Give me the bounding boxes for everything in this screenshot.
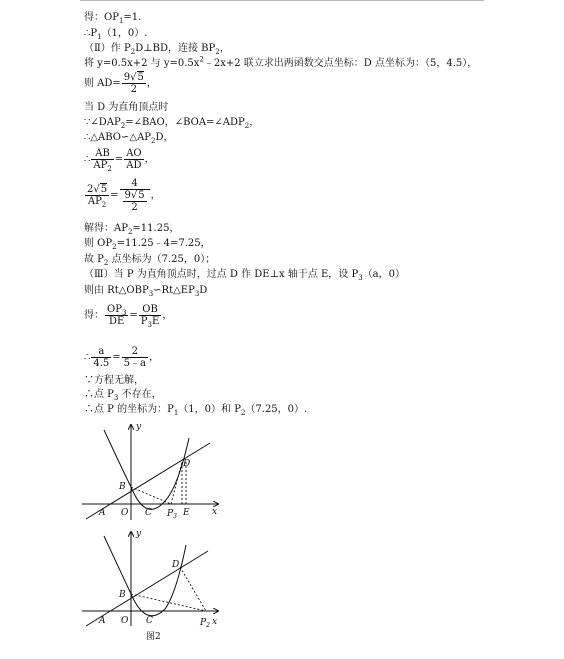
text: ∽Rt△EP — [153, 285, 195, 296]
label-p3 — [166, 509, 177, 520]
text: ， — [162, 310, 173, 321]
label-o: O — [121, 508, 129, 518]
text: （Ⅱ）作 P — [84, 43, 131, 54]
text: （a，0） — [362, 269, 406, 280]
text: 9 — [124, 190, 131, 201]
text: = — [110, 190, 119, 201]
sub: 2 — [151, 137, 156, 145]
text: D — [199, 285, 208, 296]
radicand: 5 — [138, 190, 145, 201]
sub: 3 — [358, 274, 363, 282]
sub: 2 — [112, 243, 117, 251]
sub: 2 — [215, 48, 220, 56]
label-b: B — [119, 482, 126, 492]
text: ， — [249, 117, 260, 128]
text: =∠BAO，∠BOA=∠ADP — [125, 117, 245, 128]
radicand: 5 — [100, 184, 108, 195]
label-p-sub-2: 2 — [206, 622, 210, 629]
text: = — [112, 352, 121, 363]
label-c-2: C — [146, 616, 153, 626]
text: ， — [144, 154, 155, 165]
text: D， — [155, 132, 174, 143]
label-c: C — [145, 508, 152, 518]
line-case-d: 当 D 为直角顶点时 — [84, 102, 169, 113]
num: a — [91, 346, 111, 358]
text: P — [140, 316, 148, 327]
radicand: 5 — [137, 72, 144, 83]
sub: 2 — [244, 122, 250, 130]
den: DE — [109, 316, 125, 327]
sub: 3 — [121, 309, 127, 317]
line-no-solution: ∵方程无解， — [84, 375, 144, 386]
text: 9 — [123, 72, 131, 83]
text: 则 AD= — [84, 78, 121, 89]
sub: 3 — [194, 290, 200, 298]
sub: 2 — [130, 48, 136, 56]
label-p-sub: 3 — [173, 513, 177, 520]
sub: 2 — [127, 228, 133, 236]
label-p-2: P — [200, 618, 207, 628]
label-y-2: y — [136, 529, 142, 539]
text: 得：OP — [84, 12, 119, 23]
parabola — [104, 430, 189, 509]
text: OP — [107, 304, 122, 315]
figure-1 — [82, 422, 218, 520]
text: ∴ — [84, 154, 91, 165]
label-b-2: B — [119, 590, 126, 600]
text: 故 P — [84, 254, 104, 265]
num: OB — [139, 304, 162, 316]
parabola-2 — [104, 536, 186, 616]
num: AB — [91, 148, 113, 160]
text: ∴△ABO∽△AP — [84, 132, 152, 143]
text: （7.25，0）. — [245, 404, 308, 415]
text: ∴点 P — [84, 389, 114, 400]
text: （1，0）和 P — [178, 404, 241, 415]
den: 5﹣a — [123, 358, 146, 369]
sub: 3 — [147, 321, 152, 329]
sub: 2 — [107, 165, 112, 173]
label-x-2: x — [212, 617, 218, 627]
label-d: D — [183, 459, 191, 469]
text: ∴ — [84, 352, 91, 363]
text: =11.25﹣4=7.25， — [116, 238, 211, 249]
sub: 2 — [120, 122, 126, 130]
text: 将 y=0.5x+2 与 y=0.5x — [84, 58, 200, 69]
sub: 2 — [240, 409, 246, 417]
text: = — [129, 310, 138, 321]
figure-caption: 图2 — [146, 632, 161, 642]
fraction: $\frac{9√5}{2}$ — [124, 190, 145, 213]
text: ， — [219, 43, 230, 54]
label-o-2: O — [121, 616, 129, 626]
label-p2 — [199, 618, 210, 629]
text: ， — [149, 352, 159, 363]
figure-2 — [82, 529, 218, 642]
text: 得： — [84, 310, 104, 321]
sup: 2 — [199, 55, 204, 64]
sub: 1 — [118, 17, 124, 25]
text: 则由 Rt△OBP — [84, 285, 149, 296]
text: E — [152, 316, 160, 327]
den: AD — [126, 160, 142, 171]
sub: 2 — [101, 201, 107, 209]
sub: 1 — [97, 33, 102, 41]
sub: 2 — [103, 259, 109, 267]
text: （1，0）. — [101, 28, 148, 39]
fraction: $\frac{2√5}{AP_2}$ — [87, 184, 108, 209]
label-e: E — [183, 508, 190, 518]
sub: 1 — [173, 409, 179, 417]
text: ， — [150, 190, 161, 201]
sub: 3 — [148, 290, 154, 298]
segment-bp3 — [131, 487, 171, 504]
text: ﹣2x+2 联立求出两函数交点坐标：D 点坐标为：（5，4.5）， — [203, 58, 478, 69]
text: （Ⅲ）当 P 为直角顶点时，过点 D 作 DE⊥x 轴于点 E，设 P — [84, 269, 359, 280]
fraction: $\frac{9√5}{2}$ — [123, 72, 144, 95]
num: AO — [126, 148, 142, 159]
text: ∵∠DAP — [84, 117, 121, 128]
text: 解得：AP — [84, 223, 128, 234]
num: 2 — [122, 346, 148, 358]
text: 2 — [87, 184, 94, 195]
label-p: P — [167, 509, 174, 519]
label-y: y — [136, 422, 142, 432]
num: 4 — [120, 178, 150, 190]
text: ， — [146, 78, 157, 89]
text: ∴点 P 的坐标为：P — [84, 404, 174, 415]
den: 2 — [131, 202, 138, 213]
text: ∴P — [84, 28, 98, 39]
den: 2 — [130, 84, 138, 95]
text: D⊥BD，连接 BP — [135, 43, 216, 54]
label-d-2: D — [172, 560, 180, 570]
text: 则 OP — [84, 238, 113, 249]
text: 不存在， — [118, 389, 162, 400]
label-a-2: A — [99, 616, 106, 626]
text: = — [114, 154, 124, 165]
text: =11.25， — [132, 223, 180, 234]
label-x: x — [212, 507, 218, 517]
text: AP — [93, 160, 108, 171]
segment-p3d — [171, 462, 182, 504]
sub: 3 — [113, 394, 119, 402]
den: 4.5 — [93, 358, 110, 369]
label-a: A — [99, 508, 106, 518]
text: 点坐标为（7.25，0）； — [108, 254, 216, 265]
text: AP — [87, 196, 102, 207]
segment-dp2 — [180, 567, 206, 611]
text: =1. — [123, 12, 142, 23]
